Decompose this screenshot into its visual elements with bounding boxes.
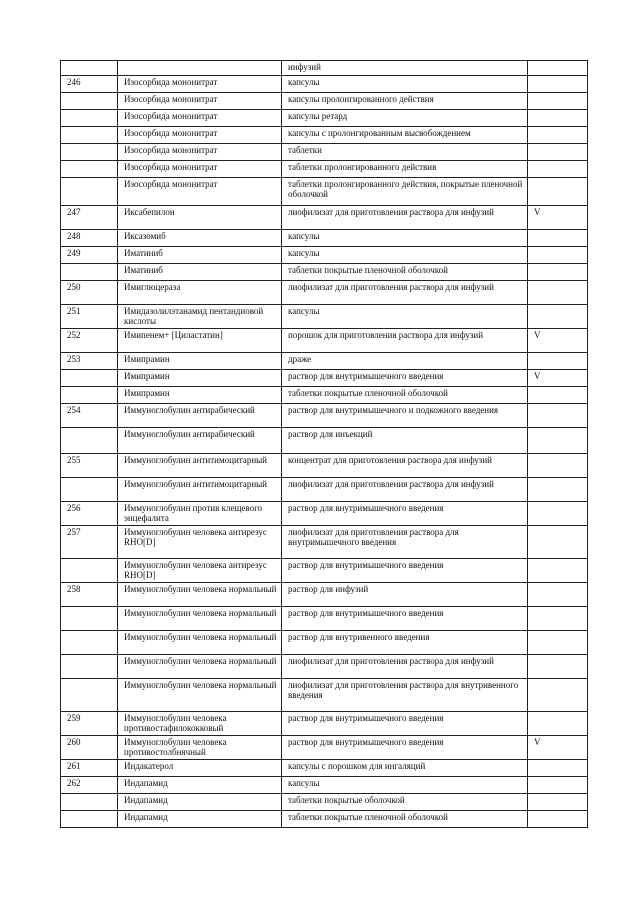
- table-row: [61, 607, 588, 631]
- dosage-form-cell: таблетки покрытые пленочной оболочкой: [282, 264, 528, 281]
- dosage-form-cell: лиофилизат для приготовления раствора для внутривенного введения: [282, 679, 528, 712]
- table-row: [61, 526, 588, 559]
- table-row: [61, 206, 588, 230]
- table-row: [61, 502, 588, 526]
- row-number-cell: 262: [61, 777, 118, 794]
- vital-mark-cell: [528, 161, 588, 178]
- dosage-form-cell: капсулы: [282, 230, 528, 247]
- vital-mark-cell: [528, 281, 588, 305]
- drug-name-cell: Имипенем+ [Циластатин]: [118, 329, 282, 353]
- vital-mark-cell: [528, 93, 588, 110]
- vital-mark-cell: [528, 178, 588, 206]
- row-number-cell: 249: [61, 247, 118, 264]
- vital-mark-cell: [528, 264, 588, 281]
- drug-name-cell: Изосорбида мононитрат: [118, 178, 282, 206]
- table-row: [61, 76, 588, 93]
- drug-name-cell: Изосорбида мононитрат: [118, 144, 282, 161]
- vital-mark-cell: [528, 353, 588, 370]
- row-number-cell: [61, 61, 118, 76]
- vital-mark-cell: [528, 61, 588, 76]
- row-number-cell: [61, 144, 118, 161]
- row-number-cell: [61, 811, 118, 828]
- vital-mark-cell: V: [528, 736, 588, 760]
- drug-name-cell: Имипрамин: [118, 353, 282, 370]
- dosage-form-cell: инфузий: [282, 61, 528, 76]
- drug-name-cell: Изосорбида мононитрат: [118, 127, 282, 144]
- row-number-cell: [61, 794, 118, 811]
- vital-mark-cell: [528, 712, 588, 736]
- drug-name-cell: Иммуноглобулин человека нормальный: [118, 631, 282, 655]
- vital-mark-cell: [528, 230, 588, 247]
- vital-mark-cell: [528, 478, 588, 502]
- vital-mark-cell: [528, 404, 588, 428]
- drug-name-cell: Иммуноглобулин антитимоцитарный: [118, 454, 282, 478]
- dosage-form-cell: капсулы с пролонгированным высвобождением: [282, 127, 528, 144]
- dosage-form-cell: драже: [282, 353, 528, 370]
- row-number-cell: [61, 370, 118, 387]
- vital-mark-cell: [528, 305, 588, 329]
- dosage-form-cell: капсулы: [282, 305, 528, 329]
- vital-mark-cell: [528, 607, 588, 631]
- row-number-cell: 246: [61, 76, 118, 93]
- drug-name-cell: Иммуноглобулин человека противостафилококковый: [118, 712, 282, 736]
- row-number-cell: 260: [61, 736, 118, 760]
- row-number-cell: 255: [61, 454, 118, 478]
- table-row: [61, 264, 588, 281]
- table-row: [61, 736, 588, 760]
- dosage-form-cell: таблетки пролонгированного действия: [282, 161, 528, 178]
- row-number-cell: [61, 93, 118, 110]
- vital-mark-cell: [528, 76, 588, 93]
- drug-name-cell: Имипрамин: [118, 387, 282, 404]
- row-number-cell: [61, 655, 118, 679]
- row-number-cell: 250: [61, 281, 118, 305]
- table-row: [61, 712, 588, 736]
- table-row: [61, 61, 588, 76]
- table-row: [61, 247, 588, 264]
- table-row: [61, 127, 588, 144]
- vital-mark-cell: [528, 760, 588, 777]
- drug-name-cell: Иммуноглобулин против клещевого энцефалита: [118, 502, 282, 526]
- row-number-cell: 251: [61, 305, 118, 329]
- drug-name-cell: Иммуноглобулин человека нормальный: [118, 583, 282, 607]
- drug-name-cell: Индапамид: [118, 794, 282, 811]
- table-row: [61, 811, 588, 828]
- dosage-form-cell: концентрат для приготовления раствора для инфузий: [282, 454, 528, 478]
- row-number-cell: [61, 264, 118, 281]
- row-number-cell: [61, 631, 118, 655]
- dosage-form-cell: капсулы: [282, 247, 528, 264]
- vital-mark-cell: [528, 144, 588, 161]
- vital-mark-cell: [528, 631, 588, 655]
- drug-name-cell: Индапамид: [118, 777, 282, 794]
- row-number-cell: [61, 127, 118, 144]
- vital-mark-cell: [528, 655, 588, 679]
- table-row: [61, 794, 588, 811]
- drug-name-cell: Иммуноглобулин человека антирезус RHO[D]: [118, 559, 282, 583]
- dosage-form-cell: таблетки пролонгированного действия, покрытые пленочной оболочкой: [282, 178, 528, 206]
- table-row: [61, 178, 588, 206]
- drug-name-cell: Иматиниб: [118, 247, 282, 264]
- table-row: [61, 370, 588, 387]
- table-row: [61, 387, 588, 404]
- dosage-form-cell: раствор для внутримышечного и подкожного введения: [282, 404, 528, 428]
- table-row: [61, 230, 588, 247]
- drug-name-cell: Имиглюцераза: [118, 281, 282, 305]
- dosage-form-cell: лиофилизат для приготовления раствора для инфузий: [282, 478, 528, 502]
- drug-name-cell: Иматиниб: [118, 264, 282, 281]
- dosage-form-cell: таблетки покрытые пленочной оболочкой: [282, 811, 528, 828]
- row-number-cell: [61, 178, 118, 206]
- row-number-cell: 247: [61, 206, 118, 230]
- drug-name-cell: Иммуноглобулин человека нормальный: [118, 607, 282, 631]
- drug-name-cell: Иксазомиб: [118, 230, 282, 247]
- drug-name-cell: Иммуноглобулин человека противостолбнячный: [118, 736, 282, 760]
- dosage-form-cell: лиофилизат для приготовления раствора для внутримышечного введения: [282, 526, 528, 559]
- dosage-form-cell: капсулы: [282, 76, 528, 93]
- dosage-form-cell: капсулы с порошком для ингаляций: [282, 760, 528, 777]
- drug-name-cell: Изосорбида мононитрат: [118, 76, 282, 93]
- drug-name-cell: Иммуноглобулин человека нормальный: [118, 655, 282, 679]
- dosage-form-cell: раствор для внутримышечного введения: [282, 712, 528, 736]
- dosage-form-cell: капсулы: [282, 777, 528, 794]
- table-row: [61, 559, 588, 583]
- vital-mark-cell: [528, 110, 588, 127]
- table-row: [61, 144, 588, 161]
- row-number-cell: [61, 161, 118, 178]
- table-row: [61, 760, 588, 777]
- vital-mark-cell: [528, 583, 588, 607]
- dosage-form-cell: лиофилизат для приготовления раствора для инфузий: [282, 206, 528, 230]
- row-number-cell: [61, 478, 118, 502]
- row-number-cell: [61, 428, 118, 454]
- vital-mark-cell: [528, 794, 588, 811]
- vital-mark-cell: [528, 428, 588, 454]
- dosage-form-cell: раствор для инъекций: [282, 428, 528, 454]
- vital-mark-cell: V: [528, 370, 588, 387]
- row-number-cell: [61, 559, 118, 583]
- drug-name-cell: Имидазолилэтанамид пентандиовой кислоты: [118, 305, 282, 329]
- vital-mark-cell: [528, 559, 588, 583]
- dosage-form-cell: таблетки: [282, 144, 528, 161]
- drug-list-table: [60, 60, 588, 828]
- table-row: [61, 353, 588, 370]
- dosage-form-cell: лиофилизат для приготовления раствора для инфузий: [282, 655, 528, 679]
- dosage-form-cell: таблетки покрытые пленочной оболочкой: [282, 387, 528, 404]
- dosage-form-cell: раствор для инфузий: [282, 583, 528, 607]
- table-row: [61, 110, 588, 127]
- vital-mark-cell: [528, 502, 588, 526]
- row-number-cell: [61, 387, 118, 404]
- vital-mark-cell: V: [528, 329, 588, 353]
- dosage-form-cell: лиофилизат для приготовления раствора для инфузий: [282, 281, 528, 305]
- table-row: [61, 454, 588, 478]
- dosage-form-cell: раствор для внутримышечного введения: [282, 736, 528, 760]
- vital-mark-cell: [528, 679, 588, 712]
- drug-name-cell: Имипрамин: [118, 370, 282, 387]
- drug-name-cell: Иммуноглобулин антирабический: [118, 404, 282, 428]
- vital-mark-cell: [528, 127, 588, 144]
- dosage-form-cell: капсулы пролонгированного действия: [282, 93, 528, 110]
- table-row: [61, 679, 588, 712]
- row-number-cell: 258: [61, 583, 118, 607]
- table-row: [61, 281, 588, 305]
- dosage-form-cell: капсулы ретард: [282, 110, 528, 127]
- row-number-cell: 252: [61, 329, 118, 353]
- drug-name-cell: Изосорбида мононитрат: [118, 110, 282, 127]
- vital-mark-cell: [528, 387, 588, 404]
- drug-name-cell: Иммуноглобулин антирабический: [118, 428, 282, 454]
- row-number-cell: 259: [61, 712, 118, 736]
- row-number-cell: 253: [61, 353, 118, 370]
- table-row: [61, 631, 588, 655]
- drug-name-cell: Индакатерол: [118, 760, 282, 777]
- drug-name-cell: Иммуноглобулин человека нормальный: [118, 679, 282, 712]
- table-body: [61, 61, 588, 828]
- vital-mark-cell: [528, 777, 588, 794]
- vital-mark-cell: [528, 247, 588, 264]
- table-row: [61, 583, 588, 607]
- drug-name-cell: Индапамид: [118, 811, 282, 828]
- dosage-form-cell: раствор для внутримышечного введения: [282, 607, 528, 631]
- drug-name-cell: Иксабепилон: [118, 206, 282, 230]
- drug-name-cell: [118, 61, 282, 76]
- dosage-form-cell: таблетки покрытые оболочкой: [282, 794, 528, 811]
- drug-name-cell: Изосорбида мононитрат: [118, 161, 282, 178]
- table-row: [61, 478, 588, 502]
- vital-mark-cell: [528, 811, 588, 828]
- dosage-form-cell: порошок для приготовления раствора для инфузий: [282, 329, 528, 353]
- row-number-cell: 261: [61, 760, 118, 777]
- vital-mark-cell: [528, 454, 588, 478]
- table-row: [61, 161, 588, 178]
- table-row: [61, 655, 588, 679]
- dosage-form-cell: раствор для внутривенного введения: [282, 631, 528, 655]
- dosage-form-cell: раствор для внутримышечного введения: [282, 370, 528, 387]
- table-row: [61, 777, 588, 794]
- table-row: [61, 329, 588, 353]
- vital-mark-cell: V: [528, 206, 588, 230]
- row-number-cell: 256: [61, 502, 118, 526]
- table-row: [61, 428, 588, 454]
- dosage-form-cell: раствор для внутримышечного введения: [282, 559, 528, 583]
- table-row: [61, 305, 588, 329]
- table-row: [61, 404, 588, 428]
- row-number-cell: [61, 110, 118, 127]
- dosage-form-cell: раствор для внутримышечного введения: [282, 502, 528, 526]
- row-number-cell: [61, 679, 118, 712]
- table-row: [61, 93, 588, 110]
- drug-name-cell: Изосорбида мононитрат: [118, 93, 282, 110]
- drug-name-cell: Иммуноглобулин человека антирезус RHO[D]: [118, 526, 282, 559]
- drug-name-cell: Иммуноглобулин антитимоцитарный: [118, 478, 282, 502]
- row-number-cell: 257: [61, 526, 118, 559]
- row-number-cell: 254: [61, 404, 118, 428]
- row-number-cell: [61, 607, 118, 631]
- row-number-cell: 248: [61, 230, 118, 247]
- vital-mark-cell: [528, 526, 588, 559]
